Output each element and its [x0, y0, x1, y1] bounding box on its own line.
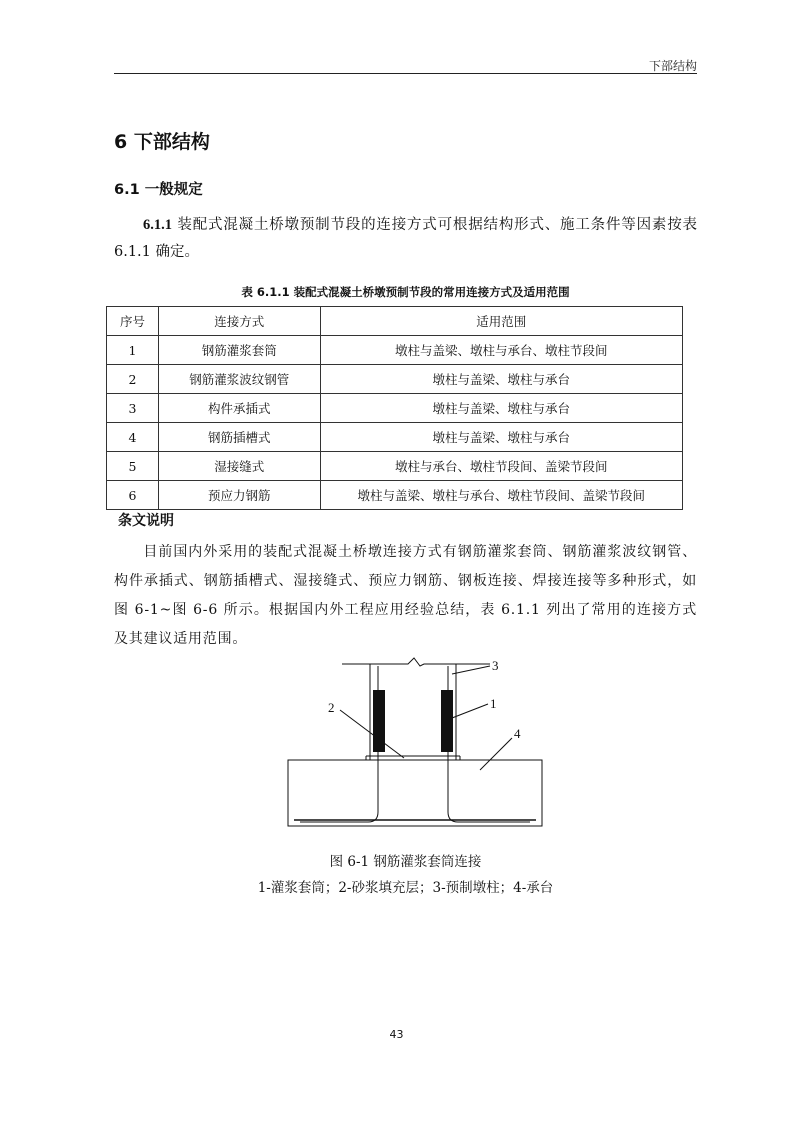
figure-legend: 1-灌浆套筒；2-砂浆填充层；3-预制墩柱；4-承台	[257, 880, 554, 896]
label-2: 2	[328, 700, 335, 715]
leader-4	[480, 738, 512, 770]
label-3: 3	[492, 658, 499, 673]
connection-table	[106, 306, 683, 510]
page-number: 43	[389, 1028, 404, 1041]
pile-cap	[288, 760, 542, 826]
label-4: 4	[514, 726, 521, 741]
clause-paragraph	[114, 212, 697, 266]
label-1: 1	[490, 696, 497, 711]
application-scope: 墩柱与承台、墩柱节段间、盖梁节段间	[320, 452, 682, 481]
header-rule	[114, 73, 697, 74]
table-row	[107, 481, 683, 510]
application-scope: 墩柱与盖梁、墩柱与承台、墩柱节段间、盖梁节段间	[320, 481, 682, 510]
figure-caption: 图 6-1 钢筋灌浆套筒连接	[329, 854, 482, 870]
table-row	[107, 365, 683, 394]
table-row	[107, 423, 683, 452]
header-cell: 序号	[107, 307, 159, 336]
connection-method: 钢筋插槽式	[158, 423, 320, 452]
application-scope: 墩柱与盖梁、墩柱与承台	[320, 423, 682, 452]
table-row	[107, 336, 683, 365]
table-row	[107, 452, 683, 481]
rebar-left	[300, 666, 378, 822]
row-index: 3	[107, 394, 159, 423]
commentary-text: 目前国内外采用的装配式混凝土桥墩连接方式有钢筋灌浆套筒、钢筋灌浆波纹钢管、构件承插式、钢筋插槽式、湿接缝式、预应力钢筋、钢板连接、焊接连接等多种形式，如图 6-1~图 6-6 所示。根据国内外工程应用经验总结，表 6.1.1 列出了常用的连接方式及其建议适用范围。	[114, 544, 697, 647]
application-scope: 墩柱与盖梁、墩柱与承台、墩柱节段间	[320, 336, 682, 365]
connection-method: 构件承插式	[158, 394, 320, 423]
row-index: 4	[107, 423, 159, 452]
leader-1	[452, 704, 488, 718]
sleeve-left	[373, 690, 385, 752]
table-caption: 表 6.1.1 装配式混凝土桥墩预制节段的常用连接方式及适用范围	[241, 285, 570, 299]
row-index: 5	[107, 452, 159, 481]
connection-method: 湿接缝式	[158, 452, 320, 481]
row-index: 2	[107, 365, 159, 394]
clause-text: 装配式混凝土桥墩预制节段的连接方式可根据结构形式、施工条件等因素按表 6.1.1 确定。	[114, 217, 698, 260]
table-header-row	[107, 307, 683, 336]
sleeve-right	[441, 690, 453, 752]
connection-method: 钢筋灌浆波纹钢管	[158, 365, 320, 394]
rebar-right	[448, 666, 530, 822]
header-cell: 连接方式	[158, 307, 320, 336]
connection-method: 预应力钢筋	[158, 481, 320, 510]
row-index: 1	[107, 336, 159, 365]
grouted-sleeve-figure	[280, 652, 550, 832]
break-line	[342, 658, 490, 666]
table-row	[107, 394, 683, 423]
application-scope: 墩柱与盖梁、墩柱与承台	[320, 365, 682, 394]
application-scope: 墩柱与盖梁、墩柱与承台	[320, 394, 682, 423]
leader-2	[340, 710, 404, 758]
row-index: 6	[107, 481, 159, 510]
chapter-title: 6 下部结构	[114, 131, 210, 153]
commentary-heading: 条文说明	[118, 513, 174, 529]
clause-number: 6.1.1	[143, 217, 172, 233]
running-header: 下部结构	[648, 59, 697, 73]
leader-3	[452, 666, 490, 674]
section-title: 6.1 一般规定	[114, 182, 203, 198]
header-cell: 适用范围	[320, 307, 682, 336]
connection-method: 钢筋灌浆套筒	[158, 336, 320, 365]
